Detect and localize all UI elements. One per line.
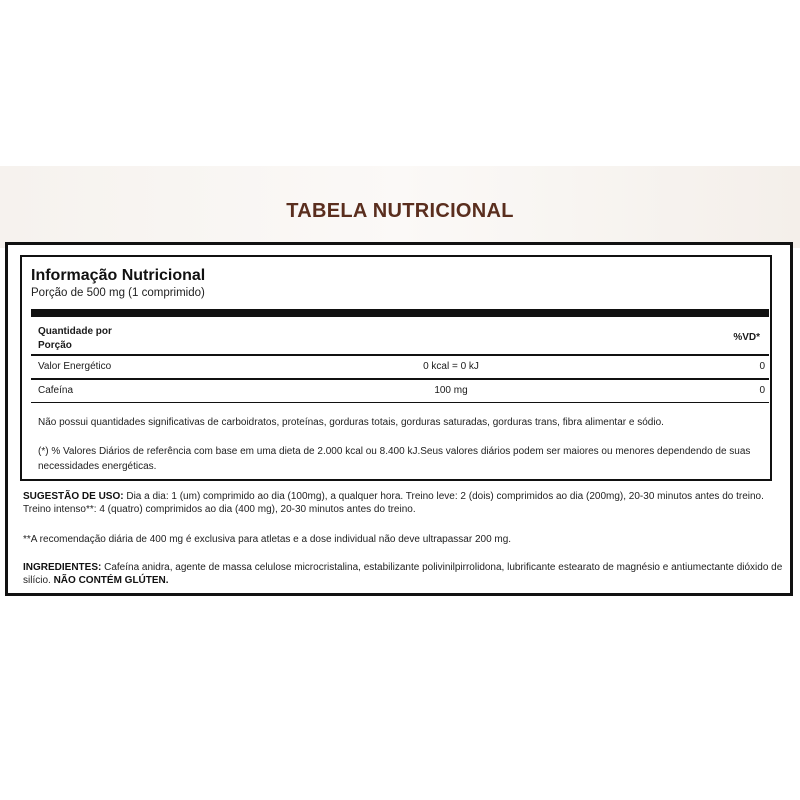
- ingredients-text: Cafeína anidra, agente de massa celulose microcristalina, estabilizante polivinilpirrolidona, lubrificante estearato de magnésio e antiumectante dióxido de silício.: [23, 562, 783, 586]
- row-divider: [31, 378, 769, 380]
- usage-text: Dia a dia: 1 (um) comprimido ao dia (100mg), a qualquer hora. Treino leve: 2 (dois) comprimidos ao dia (200mg), 20-30 minutos antes do treino. Treino intenso**: 4 (quatro) comprimidos ao dia (400 mg), 20-30 minutos antes do treino.: [23, 491, 764, 515]
- nutrition-label: [5, 242, 793, 596]
- column-header-quantity: [38, 325, 158, 353]
- ingredients: [23, 561, 783, 587]
- column-header-vd: %VD*: [733, 332, 760, 343]
- insignificant-note: Não possui quantidades significativas de carboidratos, proteínas, gorduras totais, gorduras saturadas, gorduras trans, fibra alimentar e sódio.: [38, 417, 664, 428]
- thick-divider: [31, 309, 769, 317]
- page-title: TABELA NUTRICIONAL: [286, 200, 514, 222]
- table-row: [31, 357, 769, 377]
- nutrition-facts-panel: [20, 255, 772, 481]
- daily-value-note: (*) % Valores Diários de referência com base em uma dieta de 2.000 kcal ou 8.400 kJ.Seus valores diários podem ser maiores ou menores dependendo de suas necessidades energéticas.: [38, 446, 751, 472]
- column-header-quantity-line1: Quantidade por: [38, 326, 112, 337]
- row-divider: [31, 402, 769, 403]
- column-header-quantity-line2: Porção: [38, 340, 72, 351]
- row-name: Valor Energético: [38, 361, 112, 372]
- header-divider: [31, 354, 769, 356]
- usage-label: SUGESTÃO DE USO:: [23, 491, 124, 502]
- portion-size: Porção de 500 mg (1 comprimido): [31, 287, 205, 299]
- usage-suggestion: [23, 490, 783, 516]
- table-row: [31, 381, 769, 401]
- row-vd: 0: [759, 385, 765, 396]
- recommendation-note: **A recomendação diária de 400 mg é exclusiva para atletas e a dose individual não deve ultrapassar 200 mg.: [23, 534, 512, 545]
- ingredients-label: INGREDIENTES:: [23, 562, 102, 573]
- panel-title: Informação Nutricional: [31, 267, 206, 284]
- gluten-warning: NÃO CONTÉM GLÚTEN.: [53, 575, 169, 586]
- row-name: Cafeína: [38, 385, 74, 396]
- row-amount: 0 kcal = 0 kJ: [423, 361, 479, 372]
- row-vd: 0: [759, 361, 765, 372]
- row-amount: 100 mg: [434, 385, 468, 396]
